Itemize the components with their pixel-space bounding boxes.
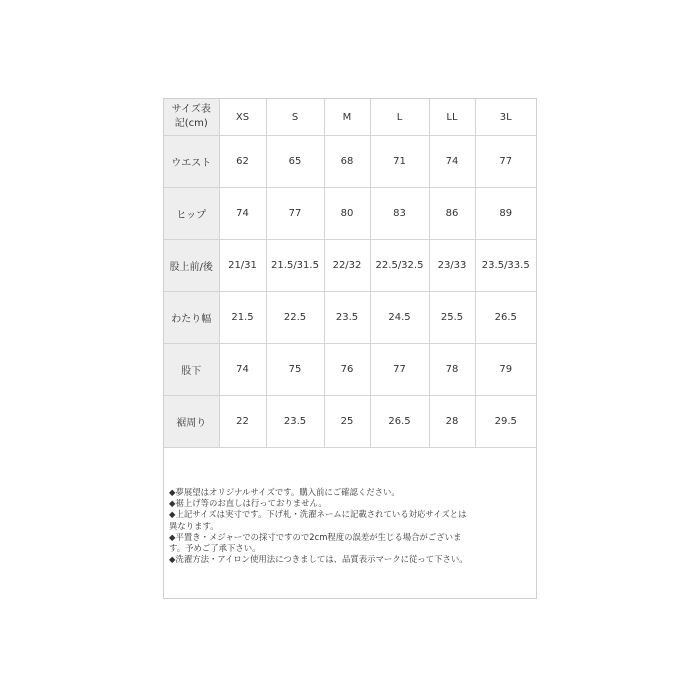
table-cell: 76 (324, 344, 370, 396)
table-cell: 24.5 (370, 292, 429, 344)
table-row-waist (164, 136, 536, 188)
table-cell: 68 (324, 136, 370, 188)
size-label-header (164, 99, 219, 136)
note-line: す。予めご了承下さい。 (169, 543, 261, 554)
table-cell: 26.5 (370, 396, 429, 448)
table-cell: 79 (475, 344, 536, 396)
size-chart-sheet (163, 98, 537, 599)
size-col-s: S (266, 99, 324, 136)
table-cell: 26.5 (475, 292, 536, 344)
table-cell: 23.5 (324, 292, 370, 344)
row-label: 股下 (164, 344, 219, 396)
table-cell: 22.5/32.5 (370, 240, 429, 292)
table-row-thigh (164, 292, 536, 344)
table-cell: 75 (266, 344, 324, 396)
table-cell: 22 (219, 396, 266, 448)
note-line: 異なります。 (169, 520, 219, 531)
table-cell: 29.5 (475, 396, 536, 448)
table-cell: 77 (475, 136, 536, 188)
table-cell: 21/31 (219, 240, 266, 292)
row-label: ウエスト (164, 136, 219, 188)
note-line: ◆夢展望はオリジナルサイズです。購入前にご確認ください。 (169, 487, 400, 497)
size-label-line-2: 記(cm) (174, 118, 208, 129)
size-label-line-1: サイズ表 (171, 104, 211, 115)
table-cell: 74 (219, 344, 266, 396)
row-label: ヒップ (164, 188, 219, 240)
table-cell: 62 (219, 136, 266, 188)
table-cell: 23/33 (429, 240, 475, 292)
table-cell: 77 (370, 344, 429, 396)
size-col-ll: LL (429, 99, 475, 136)
table-cell: 71 (370, 136, 429, 188)
table-cell: 65 (266, 136, 324, 188)
row-label: 股上前/後 (164, 240, 219, 292)
table-row-hip (164, 188, 536, 240)
table-cell: 78 (429, 344, 475, 396)
table-cell: 21.5/31.5 (266, 240, 324, 292)
table-cell: 83 (370, 188, 429, 240)
size-table (164, 99, 536, 448)
row-label: 裾周り (164, 396, 219, 448)
table-cell: 23.5 (266, 396, 324, 448)
table-cell: 86 (429, 188, 475, 240)
size-notes (169, 487, 533, 565)
table-cell: 25 (324, 396, 370, 448)
note-line: ◆洗濯方法・アイロン使用法につきましては、品質表示マークに従って下さい。 (169, 554, 468, 565)
table-cell: 77 (266, 188, 324, 240)
table-cell: 74 (219, 188, 266, 240)
table-cell: 22.5 (266, 292, 324, 344)
size-col-3l: 3L (475, 99, 536, 136)
table-cell: 21.5 (219, 292, 266, 344)
size-col-l: L (370, 99, 429, 136)
note-line: ◆平置き・メジャーでの採寸ですので2cm程度の誤差が生じる場合がございま (169, 531, 462, 542)
note-line: ◆上記サイズは実寸です。下げ札・洗濯ネームに記載されている対応サイズとは (169, 509, 467, 520)
size-header-row (164, 99, 536, 136)
row-label: わたり幅 (164, 292, 219, 344)
size-col-m: M (324, 99, 370, 136)
table-cell: 22/32 (324, 240, 370, 292)
table-cell: 80 (324, 188, 370, 240)
table-cell: 23.5/33.5 (475, 240, 536, 292)
table-row-inseam (164, 344, 536, 396)
table-cell: 74 (429, 136, 475, 188)
table-cell: 25.5 (429, 292, 475, 344)
table-cell: 89 (475, 188, 536, 240)
table-row-rise (164, 240, 536, 292)
table-row-hem (164, 396, 536, 448)
table-cell: 28 (429, 396, 475, 448)
note-line: ◆裾上げ等のお直しは行っておりません。 (169, 498, 327, 509)
size-col-xs: XS (219, 99, 266, 136)
